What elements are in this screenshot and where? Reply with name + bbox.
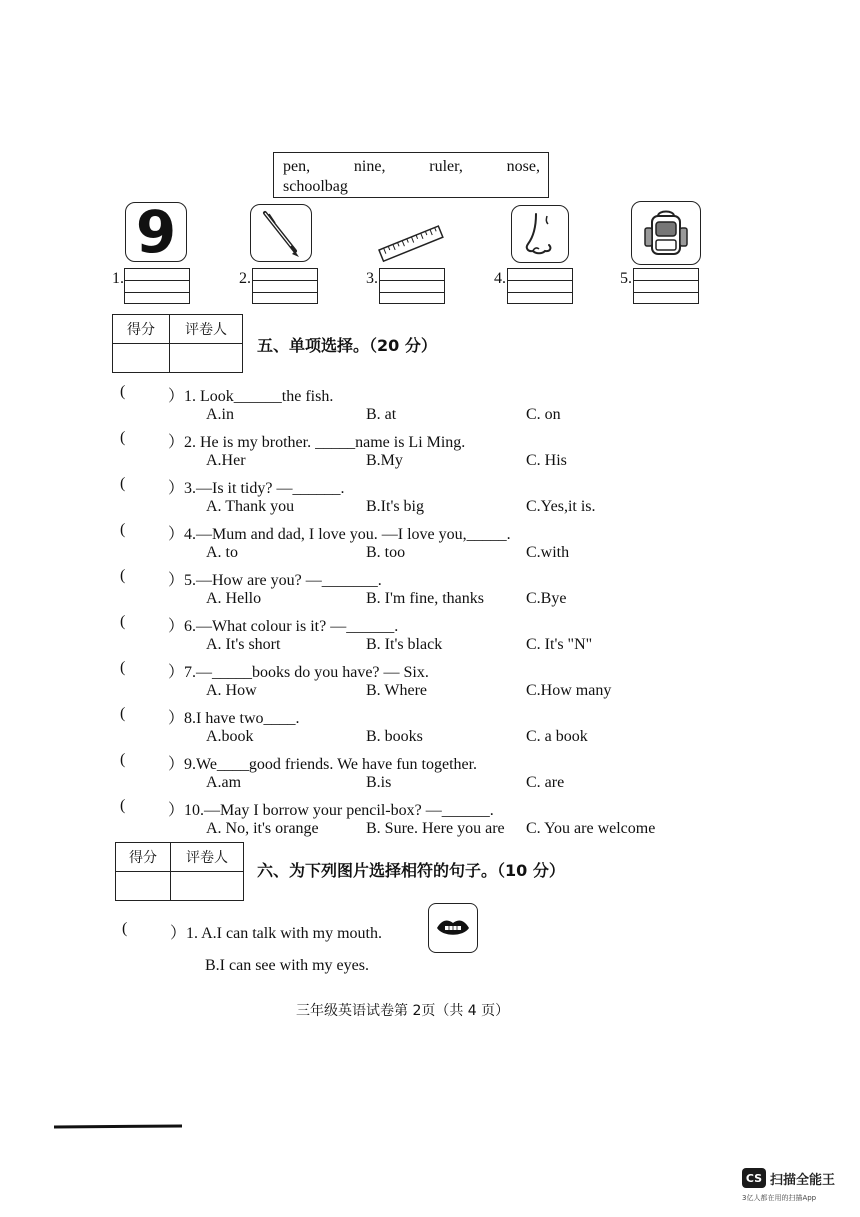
word-nose: nose,	[506, 158, 540, 175]
score-table-section-6	[115, 842, 244, 901]
option-b: B.is	[366, 774, 392, 791]
option-c: C. on	[526, 406, 561, 423]
option-a: A.book	[206, 728, 254, 745]
watermark-name: 扫描全能王	[770, 1172, 836, 1188]
question-text: ）6.—What colour is it? —______.	[168, 618, 399, 635]
picture-number-4: 4.	[494, 270, 506, 287]
answer-lines-5[interactable]	[633, 268, 699, 304]
option-b: B. too	[366, 544, 406, 561]
word-nine: nine,	[353, 158, 386, 175]
option-b: B. I'm fine, thanks	[366, 590, 484, 607]
question-text: ）4.—Mum and dad, I love you. —I love you,_____.	[168, 526, 511, 543]
answer-paren[interactable]: (	[120, 475, 126, 492]
option-c: C. You are welcome	[526, 820, 656, 837]
question-text: ）10.—May I borrow your pencil-box? —______.	[168, 802, 494, 819]
number-nine-icon	[125, 198, 187, 266]
watermark	[742, 1168, 835, 1188]
option-a: A. Hello	[206, 590, 262, 607]
section-6-option-b: B.I can see with my eyes.	[205, 957, 369, 974]
option-a: A. to	[206, 544, 238, 561]
score-label: 得分	[113, 315, 170, 344]
option-c: C. His	[526, 452, 567, 469]
grader-cell[interactable]	[170, 344, 243, 373]
section-5-title: 五、单项选择。（20 分）	[257, 336, 437, 355]
word-pen: pen,	[283, 158, 311, 175]
option-b: B.It's big	[366, 498, 424, 515]
page-footer: 三年级英语试卷第 2页（共 4 页）	[296, 1003, 510, 1019]
grader-label: 评卷人	[170, 315, 243, 344]
word-bank-line-1	[283, 157, 540, 177]
score-cell[interactable]	[113, 344, 170, 373]
picture-number-3: 3.	[366, 270, 378, 287]
pen-icon	[250, 204, 312, 262]
question-text: ）2. He is my brother. _____name is Li Ming.	[168, 434, 466, 451]
question-text: ）7.—_____books do you have? — Six.	[168, 664, 429, 681]
answer-lines-3[interactable]	[379, 268, 445, 304]
option-c: C.Yes,it is.	[526, 498, 596, 515]
answer-paren[interactable]: (	[120, 659, 126, 676]
scan-artifact-line	[54, 1125, 182, 1129]
option-a: A. It's short	[206, 636, 281, 653]
answer-paren-6-1[interactable]: (	[122, 920, 128, 937]
option-a: A. How	[206, 682, 257, 699]
score-cell[interactable]	[116, 872, 171, 901]
nose-icon	[511, 205, 569, 263]
picture-number-2: 2.	[239, 270, 251, 287]
option-a: A.am	[206, 774, 242, 791]
grader-label: 评卷人	[171, 843, 244, 872]
option-b: B. books	[366, 728, 423, 745]
question-text: ）9.We____good friends. We have fun together.	[168, 756, 478, 773]
question-text: ）5.—How are you? —_______.	[168, 572, 382, 589]
option-c: C. are	[526, 774, 565, 791]
answer-paren[interactable]: (	[120, 705, 126, 722]
question-text: ）1. Look______the fish.	[168, 388, 334, 405]
watermark-slogan: 3亿人都在用的扫描App	[742, 1194, 817, 1202]
option-c: C.with	[526, 544, 570, 561]
answer-paren[interactable]: (	[120, 613, 126, 630]
answer-lines-2[interactable]	[252, 268, 318, 304]
option-c: C. It's "N"	[526, 636, 593, 653]
mouth-icon	[428, 903, 478, 953]
section-6-question-1: ）1. A.I can talk with my mouth.	[170, 925, 382, 942]
question-text: ）8.I have two____.	[168, 710, 300, 727]
option-c: C.How many	[526, 682, 612, 699]
option-c: C.Bye	[526, 590, 567, 607]
answer-paren[interactable]: (	[120, 797, 126, 814]
option-a: A. Thank you	[206, 498, 295, 515]
answer-lines-1[interactable]	[124, 268, 190, 304]
word-schoolbag: schoolbag	[283, 178, 348, 195]
option-a: A.Her	[206, 452, 246, 469]
ruler-icon	[375, 220, 445, 268]
picture-number-1: 1.	[112, 270, 124, 287]
option-b: B. It's black	[366, 636, 443, 653]
nine-glyph: 9	[135, 198, 177, 266]
word-bank-box	[273, 152, 549, 198]
grader-cell[interactable]	[171, 872, 244, 901]
score-table-section-5	[112, 314, 243, 373]
answer-paren[interactable]: (	[120, 567, 126, 584]
score-label: 得分	[116, 843, 171, 872]
section-6-title: 六、为下列图片选择相符的句子。（10 分）	[257, 861, 565, 880]
answer-paren[interactable]: (	[120, 383, 126, 400]
option-b: B. Sure. Here you are	[366, 820, 505, 837]
option-b: B.My	[366, 452, 403, 469]
answer-paren[interactable]: (	[120, 429, 126, 446]
option-b: B. Where	[366, 682, 428, 699]
answer-paren[interactable]: (	[120, 751, 126, 768]
option-b: B. at	[366, 406, 397, 423]
answer-paren[interactable]: (	[120, 521, 126, 538]
option-a: A.in	[206, 406, 234, 423]
option-a: A. No, it's orange	[206, 820, 319, 837]
word-ruler: ruler,	[429, 158, 463, 175]
picture-number-5: 5.	[620, 270, 632, 287]
answer-lines-4[interactable]	[507, 268, 573, 304]
question-text: ）3.—Is it tidy? —______.	[168, 480, 345, 497]
camscanner-logo-icon: CS	[742, 1168, 766, 1188]
schoolbag-icon	[631, 201, 701, 265]
option-c: C. a book	[526, 728, 588, 745]
